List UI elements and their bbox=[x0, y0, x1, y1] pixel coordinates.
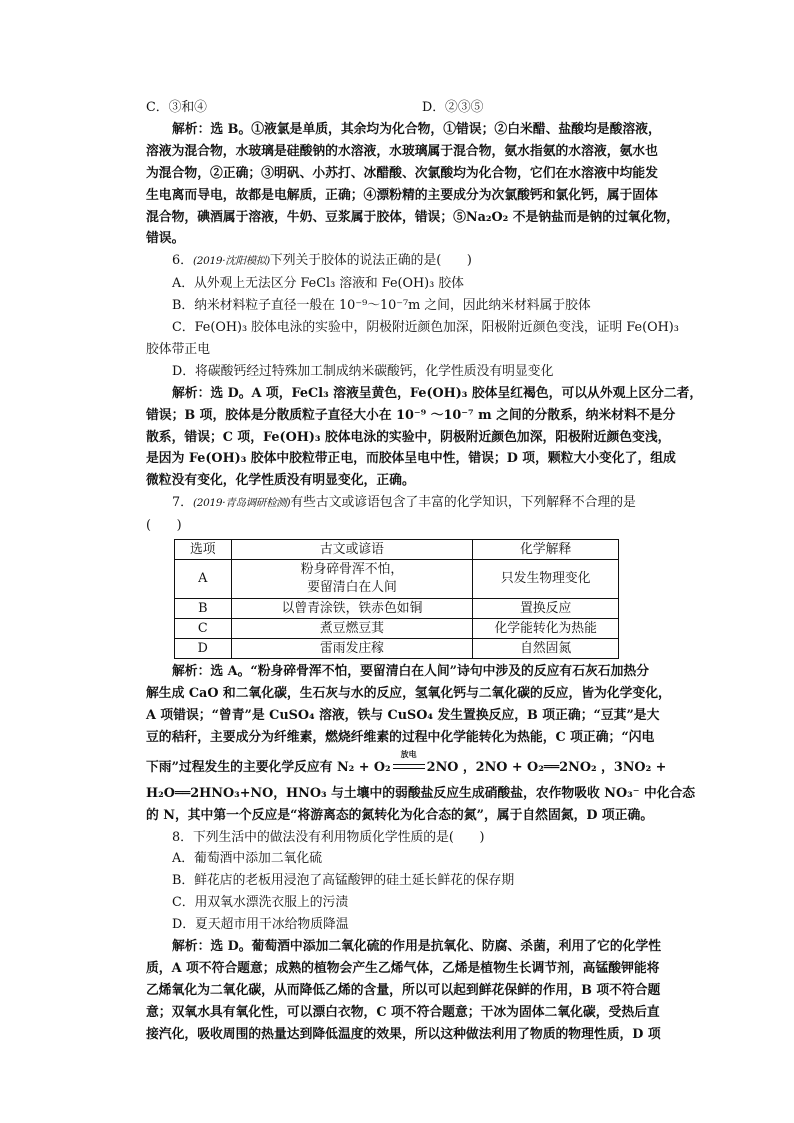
q5-option-d: D．②③⑤ bbox=[422, 100, 484, 115]
explanation-line: 错误；B 项，胶体是分散质粒子直径大小在 10⁻⁹ ～10⁻⁷ m 之间的分散系，纳米材料不是分 bbox=[146, 407, 676, 423]
cell-text-line: 要留清白在人间 bbox=[307, 580, 397, 596]
table-row bbox=[175, 639, 619, 659]
table-header: 化学解释 bbox=[473, 540, 619, 560]
question-source: (2019·青岛调研检测) bbox=[192, 497, 291, 510]
table-row bbox=[175, 599, 619, 619]
q5-options bbox=[146, 97, 649, 119]
q8-option-b: B．鲜花店的老板用浸泡了高锰酸钾的硅土延长鲜花的保存期 bbox=[172, 873, 515, 889]
table-cell: A bbox=[175, 560, 232, 599]
table-header-row bbox=[175, 540, 619, 560]
explanation-line: 接汽化，吸收周围的热量达到降低温度的效果，所以这种做法利用了物质的物理性质，D 项 bbox=[146, 1026, 661, 1042]
table-cell: D bbox=[175, 639, 232, 659]
explanation-line: 解生成 CaO 和二氧化碳，生石灰与水的反应，氢氧化钙与二氧化碳的反应，皆为化学变化， bbox=[146, 686, 671, 702]
explanation-line: 溶液为混合物，水玻璃是硅酸钠的水溶液，水玻璃属于混合物，氨水指氨的水溶液，氨水也 bbox=[146, 143, 658, 159]
explanation-line: 是因为 Fe(OH)₃ 胶体中胶粒带正电，而胶体呈电中性，错误；D 项，颗粒大小变化了，组成 bbox=[146, 451, 676, 467]
q6-stem-line bbox=[146, 250, 649, 273]
explanation-line: 解析：选 D。葡萄酒中添加二氧化硫的作用是抗氧化、防腐、杀菌，利用了它的化学性 bbox=[172, 939, 662, 955]
equation-line bbox=[146, 748, 667, 783]
reaction-arrow bbox=[391, 748, 427, 772]
table-cell: 化学能转化为热能 bbox=[473, 619, 619, 639]
table-cell: B bbox=[175, 599, 232, 619]
explanation-line: 解析：选 D。A 项，FeCl₃ 溶液呈黄色，Fe(OH)₃ 胶体呈红褐色，可以从外观上区分二者， bbox=[172, 385, 703, 401]
question-8 bbox=[146, 827, 662, 1046]
table-cell: 煮豆燃豆萁 bbox=[231, 619, 473, 639]
table-cell: 雷雨发庄稼 bbox=[231, 639, 473, 659]
question-stem: 下列生活中的做法没有利用物质化学性质的是( ) bbox=[192, 829, 485, 845]
question-6 bbox=[146, 250, 703, 492]
q6-option-c-cont: 胶体带正电 bbox=[146, 341, 210, 357]
q8-stem-line bbox=[146, 827, 649, 849]
reaction-condition: 放电 bbox=[400, 748, 417, 759]
explanation-line: 微粒没有变化，化学性质没有明显变化，正确。 bbox=[146, 473, 415, 489]
table-row bbox=[175, 560, 619, 599]
question-source: (2019·沈阳模拟) bbox=[192, 255, 270, 268]
table-cell: 以曾青涂铁，铁赤色如铜 bbox=[231, 599, 473, 619]
table-cell: 置换反应 bbox=[473, 599, 619, 619]
table-cell bbox=[231, 560, 473, 599]
explanation-line: H₂O══2HNO₃+NO，HNO₃ 与土壤中的弱酸盐反应生成硝酸盐，农作物吸收 NO₃⁻ 中化合态 bbox=[146, 785, 696, 801]
table-cell: C bbox=[175, 619, 232, 639]
explanation-line: A 项错误；“曾青”是 CuSO₄ 溶液，铁与 CuSO₄ 发生置换反应，B 项正确；“豆萁”是大 bbox=[146, 707, 660, 723]
explanation-line: 生电离而导电，故都是电解质，正确；④漂粉精的主要成分为次氯酸钙和氯化钙，属于固体 bbox=[146, 187, 658, 203]
question-7 bbox=[146, 492, 696, 826]
equals-bars bbox=[393, 764, 425, 769]
q6-option-c: C．Fe(OH)₃ 胶体电泳的实验中，阴极附近颜色加深，阳极附近颜色变浅，证明 Fe(OH)₃ bbox=[172, 320, 679, 336]
equation-prefix: 下雨”过程发生的主要化学反应有 N₂ + O₂ bbox=[146, 759, 391, 775]
question-stem: 有些古文或谚语包含了丰富的化学知识，下列解释不合理的是 bbox=[290, 495, 636, 511]
explanation-line: 意；双氧水具有氧化性，可以漂白衣物，C 项不符合题意；干冰为固体二氧化碳，受热后直 bbox=[146, 1004, 660, 1020]
explanation-line: 豆的秸秆，主要成分为纤维素，燃烧纤维素的过程中化学能转化为热能，C 项正确；“闪电 bbox=[146, 729, 655, 745]
cell-text-line: 粉身碎骨浑不怕， bbox=[300, 562, 404, 578]
answer-blank: ( ) bbox=[146, 518, 182, 534]
q8-option-d: D．夏天超市用干冰给物质降温 bbox=[172, 917, 349, 933]
explanation-line: 为混合物，②正确；③明矾、小苏打、冰醋酸、次氯酸均为化合物，它们在水溶液中均能发 bbox=[146, 165, 658, 181]
table-cell: 只发生物理变化 bbox=[473, 560, 619, 599]
explanation-line: 混合物，碘酒属于溶液，牛奶、豆浆属于胶体，错误；⑤Na₂O₂ 不是钠盐而是钠的过氧化物， bbox=[146, 209, 680, 225]
q5-option-c: C．③和④ bbox=[146, 100, 207, 115]
table-header: 选项 bbox=[175, 540, 232, 560]
q6-option-d: D．将碳酸钙经过特殊加工制成纳米碳酸钙，化学性质没有明显变化 bbox=[172, 363, 554, 379]
table-header: 古文或谚语 bbox=[231, 540, 473, 560]
explanation-line: 质，A 项不符合题意；成熟的植物会产生乙烯气体，乙烯是植物生长调节剂，高锰酸钾能将 bbox=[146, 960, 660, 976]
q7-table bbox=[174, 539, 619, 659]
q6-option-a: A．从外观上无法区分 FeCl₃ 溶液和 Fe(OH)₃ 胶体 bbox=[172, 276, 464, 292]
q7-stem-line bbox=[146, 492, 649, 515]
table-cell: 自然固氮 bbox=[473, 639, 619, 659]
q8-option-a: A．葡萄酒中添加二氧化硫 bbox=[172, 851, 323, 867]
question-number: 7． bbox=[172, 495, 193, 511]
table-row bbox=[175, 619, 619, 639]
question-number: 8． bbox=[172, 829, 193, 845]
question-stem: 下列关于胶体的说法正确的是( ) bbox=[269, 253, 472, 269]
explanation-line: 的 N，其中第一个反应是“将游离态的氮转化为化合态的氮”，属于自然固氮，D 项正确。 bbox=[146, 807, 654, 823]
explanation-line: 乙烯氧化为二氧化碳，从而降低乙烯的含量，所以可以起到鲜花保鲜的作用，B 项不符合题 bbox=[146, 982, 661, 998]
explanation-line: 解析：选 B。①液氯是单质，其余均为化合物，①错误；②白米醋、盐酸均是酸溶液， bbox=[172, 121, 661, 137]
q8-option-c: C．用双氧水漂洗衣服上的污渍 bbox=[172, 895, 349, 911]
q5-explanation bbox=[146, 119, 680, 250]
q6-option-b: B．纳米材料粒子直径一般在 10⁻⁹～10⁻⁷m 之间，因此纳米材料属于胶体 bbox=[172, 298, 591, 314]
equation-suffix: 2NO ，2NO + O₂══2NO₂ ，3NO₂ + bbox=[426, 759, 667, 775]
question-number: 6． bbox=[172, 253, 193, 269]
explanation-line: 散系，错误；C 项，Fe(OH)₃ 胶体电泳的实验中，阴极附近颜色加深，阳极附近颜色变浅， bbox=[146, 429, 671, 445]
document-page bbox=[146, 97, 703, 1046]
explanation-line: 错误。 bbox=[146, 231, 185, 247]
explanation-line: 解析：选 A。“粉身碎骨浑不怕，要留清白在人间”诗句中涉及的反应有石灰石加热分 bbox=[172, 664, 649, 680]
